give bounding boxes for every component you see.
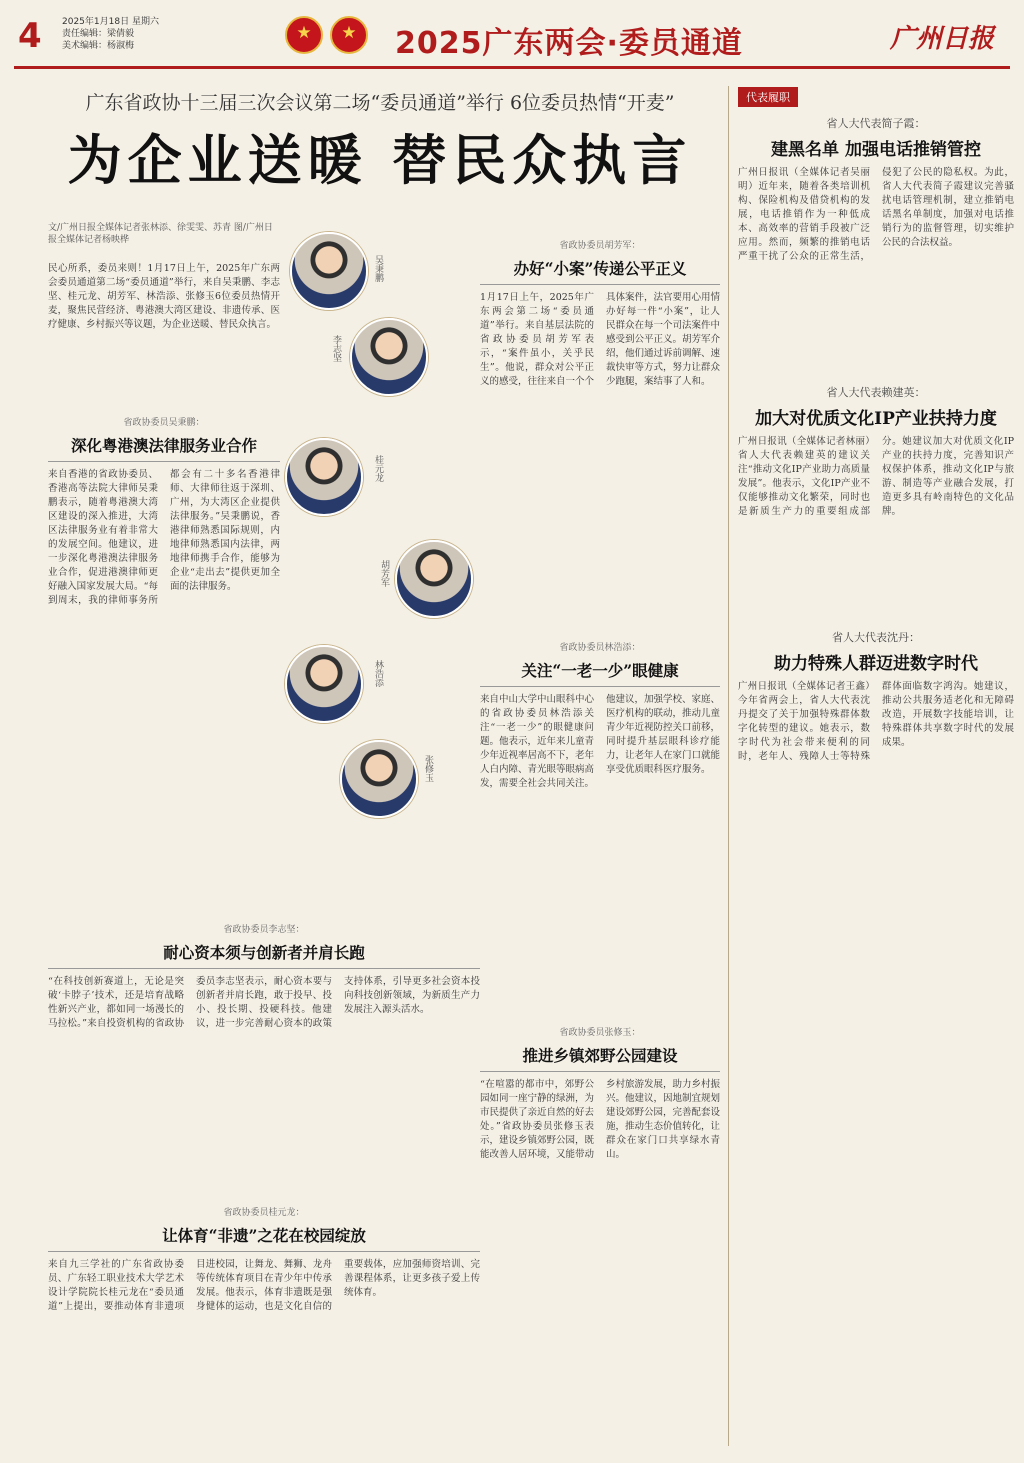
right-column [738, 86, 1014, 764]
article-body: 来自香港的省政协委员、香港高等法院大律师吴秉鹏表示，随着粤港澳大湾区建设的深入推进，大湾区法律服务业有着非常大的发展空间。他建议，进一步深化粤港澳法律服务业合作，促进港澳律师更好融入国家发展大局。“每到周末，我的律师事务所都会有二十多名香港律师、大律师往返于深圳、广州，为大湾区企业提供法律服务。”吴秉鹏说，香港律师熟悉国际规则，内地律师熟悉国内法律，两地律师携手合作，能够为企业“走出去”提供更加全面的法律服务。 [48, 469, 280, 606]
issue-meta [62, 16, 159, 52]
masthead-divider [14, 66, 1010, 69]
article-rule [48, 1251, 480, 1252]
headline-kicker: 广东省政协十三届三次会议第二场“委员通道”举行 6位委员热情“开麦” [85, 92, 675, 114]
page-number: 4 [18, 16, 42, 56]
masthead [0, 0, 1024, 70]
article-speaker: 省政协委员桂元龙： [223, 1208, 305, 1218]
portrait-photo [350, 318, 428, 396]
article-speaker: 省人大代表沈丹： [832, 631, 920, 644]
article-title: 加大对优质文化IP产业扶持力度 [755, 409, 997, 429]
article-rule [48, 461, 280, 462]
article-body: 广州日报讯（全媒体记者林丽）省人大代表赖建英的建议关注“推动文化IP产业助力高质量发展”。他表示，文化IP产业不仅能够推动文化繁荣，同时也是新质生产力的重要组成部分。她建议加大对优质文化IP产业的扶持力度，完善知识产权保护体系，推动文化IP与旅游、制造等产业融合发展，打造更多具有岭南特色的文化品牌。 [738, 436, 1014, 517]
article-title: 关注“一老一少”眼健康 [521, 661, 679, 680]
article-body: “在喧嚣的都市中，郊野公园如同一座宁静的绿洲，为市民提供了亲近自然的好去处。”省政协委员张修玉表示，建设乡镇郊野公园，既能改善人居环境，又能带动乡村旅游发展，助力乡村振兴。他建议，因地制宜规划建设郊野公园，完善配套设施，推动生态价值转化，让群众在家门口共享绿水青山。 [480, 1079, 721, 1160]
editor-line: 责任编辑：梁倩毅 [62, 29, 135, 39]
right-article [738, 384, 1014, 519]
article-gui-yuanlong [48, 1205, 480, 1314]
article-body: 广州日报讯（全媒体记者王鑫）今年省两会上，省人大代表沈丹提交了关于加强特殊群体数字化转型的建议。她表示，数字时代为社会带来便利的同时，老年人、残障人士等特殊群体面临数字鸿沟。她建议，推动公共服务适老化和无障碍改造，开展数字技能培训，让特殊群体共享数字时代的发展成果。 [738, 681, 1014, 762]
date-line: 2025年1月18日 星期六 [62, 17, 159, 27]
portrait-photo [285, 645, 363, 723]
article-wu-bingpeng [48, 415, 280, 608]
article-title: 助力特殊人群迈进数字时代 [774, 654, 978, 674]
article-speaker: 省政协委员胡芳军： [559, 241, 641, 251]
article-body: “在科技创新赛道上，无论是突破‘卡脖子’技术，还是培育战略性新兴产业，都如同一场漫长的马拉松。”来自投资机构的省政协委员李志坚表示，耐心资本要与创新者并肩长跑，敢于投早、投小、投长期、投硬科技。他建议，进一步完善耐心资本的政策支持体系，引导更多社会资本投向科技创新领域，为新质生产力发展注入源头活水。 [48, 976, 480, 1029]
portrait-name: 桂元龙 [373, 455, 383, 482]
article-rule [480, 686, 720, 687]
right-article [738, 115, 1014, 264]
portrait-photo [395, 540, 473, 618]
article-speaker: 省政协委员林浩添： [559, 643, 641, 653]
article-li-zhijian [48, 922, 480, 1031]
article-body: 广州日报讯（全媒体记者吴丽明）近年来，随着各类培训机构、保险机构及借贷机构的发展，电话推销作为一种低成本、高效率的营销手段被广泛应用。然而，频繁的推销电话严重干扰了公众的正常生活，侵犯了公民的隐私权。为此，省人大代表简子霞建议完善骚扰电话管理机制，建立推销电话黑名单制度，加强对电话推销行为的监督管理，切实维护公民的合法权益。 [738, 167, 1014, 262]
article-title: 耐心资本须与创新者并肩长跑 [163, 943, 365, 962]
article-speaker: 省人大代表简子霞： [826, 117, 926, 130]
article-lin-haotian [480, 640, 720, 791]
article-body: 1月17日上午，2025年广东两会第二场“委员通道”举行。来自基层法院的省政协委员胡芳军表示，“案件虽小，关乎民生”。他说，群众对公平正义的感受，往往来自一个个具体案件，法官要用心用情办好每一件“小案”，让人民群众在每一个司法案件中感受到公平正义。胡芳军介绍，他们通过诉前调解、速裁快审等方式，努力让群众少跑腿，案结事了人和。 [480, 292, 721, 387]
portrait-name: 胡芳军 [379, 560, 389, 587]
portrait-name: 林浩添 [373, 660, 383, 687]
article-zhang-xiuyu [480, 1025, 720, 1162]
article-rule [480, 284, 720, 285]
column-divider [728, 86, 729, 1446]
article-title: 深化粤港澳法律服务业合作 [70, 436, 257, 455]
main-headline: 为企业送暖 替民众执言 [67, 128, 693, 192]
article-hu-fangjun [480, 238, 720, 389]
lead-paragraph: 民心所系，委员来则！1月17日上午，2025年广东两会委员通道第二场“委员通道”举行，来自吴秉鹏、李志坚、桂元龙、胡芳军、林浩添、张修玉6位委员热情开麦，聚焦民营经济、粤港澳大湾区建设、非遗传承、医疗健康、乡村振兴等议题，为企业送暖、替民众执言。 [48, 263, 280, 330]
right-article [738, 629, 1014, 764]
byline: 文/广州日报全媒体记者张林添、徐雯雯、苏青 图/广州日报全媒体记者杨映桦 [48, 223, 273, 245]
article-title: 办好“小案”传递公平正义 [513, 259, 687, 278]
portrait-photo [290, 232, 368, 310]
portrait-name: 吴秉鹏 [373, 255, 383, 282]
article-title: 让体育“非遗”之花在校园绽放 [162, 1226, 366, 1245]
article-speaker: 省人大代表赖建英： [826, 386, 926, 399]
national-emblem-icon [285, 16, 323, 54]
section-tag: 代表履职 [738, 87, 798, 107]
article-rule [480, 1071, 720, 1072]
portrait-photo [285, 438, 363, 516]
article-rule [48, 968, 480, 969]
article-speaker: 省政协委员吴秉鹏： [123, 418, 205, 428]
article-body: 来自九三学社的广东省政协委员、广东轻工职业技术大学艺术设计学院院长桂元龙在“委员通道”上提出，要推动体育非遗项目进校园，让舞龙、舞狮、龙舟等传统体育项目在青少年中传承发展。他表示，体育非遗既是强身健体的运动，也是文化自信的重要载体，应加强师资培训、完善课程体系，让更多孩子爱上传统体育。 [48, 1259, 480, 1312]
portrait-name: 张修玉 [423, 755, 433, 782]
article-speaker: 省政协委员李志坚： [223, 925, 305, 935]
article-title: 建黑名单 加强电话推销管控 [771, 140, 981, 160]
newspaper-logo: 广州日报 [889, 24, 994, 54]
portrait-photo [340, 740, 418, 818]
section-title: 2025广东两会·委员通道 [395, 26, 743, 61]
article-body: 来自中山大学中山眼科中心的省政协委员林浩添关注“一老一少”的眼健康问题。他表示，近年来儿童青少年近视率居高不下，老年人白内障、青光眼等眼病高发，需要全社会共同关注。他建议，加强学校、家庭、医疗机构的联动，推动儿童青少年近视防控关口前移，同时提升基层眼科诊疗能力，让老年人在家门口就能享受优质眼科医疗服务。 [480, 694, 721, 789]
article-speaker: 省政协委员张修玉： [559, 1028, 641, 1038]
art-editor-line: 美术编辑：杨淑梅 [62, 41, 135, 51]
cppcc-emblem-icon [330, 16, 368, 54]
article-title: 推进乡镇郊野公园建设 [522, 1046, 678, 1065]
portrait-name: 李志坚 [331, 335, 341, 362]
